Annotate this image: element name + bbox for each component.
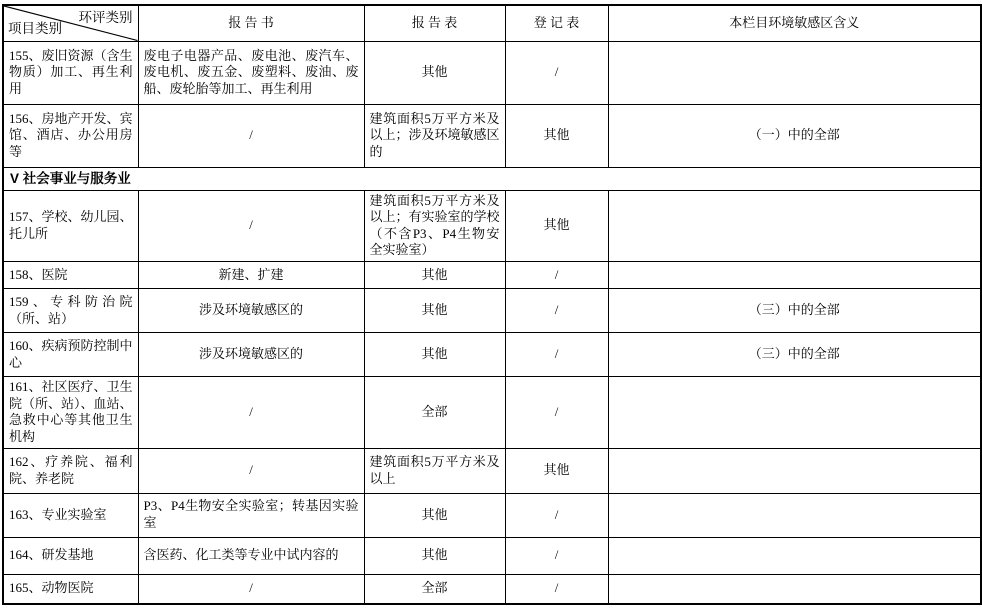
report-book-cell: 涉及环境敏感区的 [138,333,364,377]
sensitive-meaning-cell: （三）中的全部 [608,333,981,377]
header-project-type: 项目类别 [8,21,62,37]
registration-form-cell: / [505,262,608,289]
header-report-form: 报 告 表 [364,5,505,41]
report-form-cell: 其他 [364,289,505,333]
table-row [3,289,981,333]
diagonal-header-cell [3,5,138,41]
report-book-cell: 涉及环境敏感区的 [138,289,364,333]
report-form-cell: 其他 [364,493,505,537]
header-sensitive-meaning: 本栏目环境敏感区含义 [608,5,981,41]
table-row [3,537,981,574]
category-cell: 161、社区医疗、卫生院（所、站）、血站、急救中心等其他卫生机构 [3,377,138,449]
table-row [3,448,981,493]
category-cell: 164、研发基地 [3,537,138,574]
registration-form-cell: / [505,574,608,604]
table-row [3,190,981,262]
report-book-cell: P3、P4生物安全实验室；转基因实验室 [138,493,364,537]
category-cell: 156、房地产开发、宾馆、酒店、办公用房等 [3,104,138,167]
sensitive-meaning-cell [608,537,981,574]
report-form-cell: 全部 [364,574,505,604]
report-book-cell: / [138,574,364,604]
category-cell: 160、疾病预防控制中心 [3,333,138,377]
registration-form-cell: 其他 [505,448,608,493]
report-book-cell: / [138,448,364,493]
report-form-cell: 全部 [364,377,505,449]
registration-form-cell: / [505,537,608,574]
sensitive-meaning-cell [608,190,981,262]
registration-form-cell: 其他 [505,190,608,262]
sensitive-meaning-cell [608,493,981,537]
report-book-cell: 新建、扩建 [138,262,364,289]
registration-form-cell: / [505,493,608,537]
report-form-cell: 其他 [364,537,505,574]
report-form-cell: 建筑面积5万平方米及以上 [364,448,505,493]
table-row [3,333,981,377]
sensitive-meaning-cell [608,41,981,104]
report-form-cell: 其他 [364,41,505,104]
category-cell: 159、专科防治院（所、站） [3,289,138,333]
table-row [3,104,981,167]
table-row [3,41,981,104]
report-form-cell: 其他 [364,333,505,377]
category-cell: 155、废旧资源（含生物质）加工、再生利用 [3,41,138,104]
sensitive-meaning-cell [608,377,981,449]
table-header-row [3,5,981,41]
category-cell: 158、医院 [3,262,138,289]
registration-form-cell: 其他 [505,104,608,167]
header-registration-form: 登 记 表 [505,5,608,41]
table-row [3,377,981,449]
sensitive-meaning-cell [608,448,981,493]
sensitive-meaning-cell: （一）中的全部 [608,104,981,167]
sensitive-meaning-cell [608,262,981,289]
table-row [3,262,981,289]
report-form-cell: 其他 [364,262,505,289]
sensitive-meaning-cell [608,574,981,604]
sensitive-meaning-cell: （三）中的全部 [608,289,981,333]
category-cell: 165、动物医院 [3,574,138,604]
registration-form-cell: / [505,377,608,449]
table-row [3,493,981,537]
section-row [3,167,981,190]
registration-form-cell: / [505,289,608,333]
report-book-cell: / [138,190,364,262]
eia-category-table [2,4,982,605]
category-cell: 157、学校、幼儿园、托儿所 [3,190,138,262]
category-cell: 163、专业实验室 [3,493,138,537]
report-book-cell: 含医药、化工类等专业中试内容的 [138,537,364,574]
registration-form-cell: / [505,41,608,104]
report-book-cell: / [138,377,364,449]
header-report-book: 报 告 书 [138,5,364,41]
report-book-cell: 废电子电器产品、废电池、废汽车、废电机、废五金、废塑料、废油、废船、废轮胎等加工、再生利用 [138,41,364,104]
category-cell: 162、疗养院、福利院、养老院 [3,448,138,493]
registration-form-cell: / [505,333,608,377]
table-row [3,574,981,604]
section-title: V 社会事业与服务业 [3,167,981,190]
report-form-cell: 建筑面积5万平方米及以上；涉及环境敏感区的 [364,104,505,167]
report-form-cell: 建筑面积5万平方米及以上；有实验室的学校（不含P3、P4生物安全实验室） [364,190,505,262]
report-book-cell: / [138,104,364,167]
header-eia-type: 环评类别 [78,10,133,25]
